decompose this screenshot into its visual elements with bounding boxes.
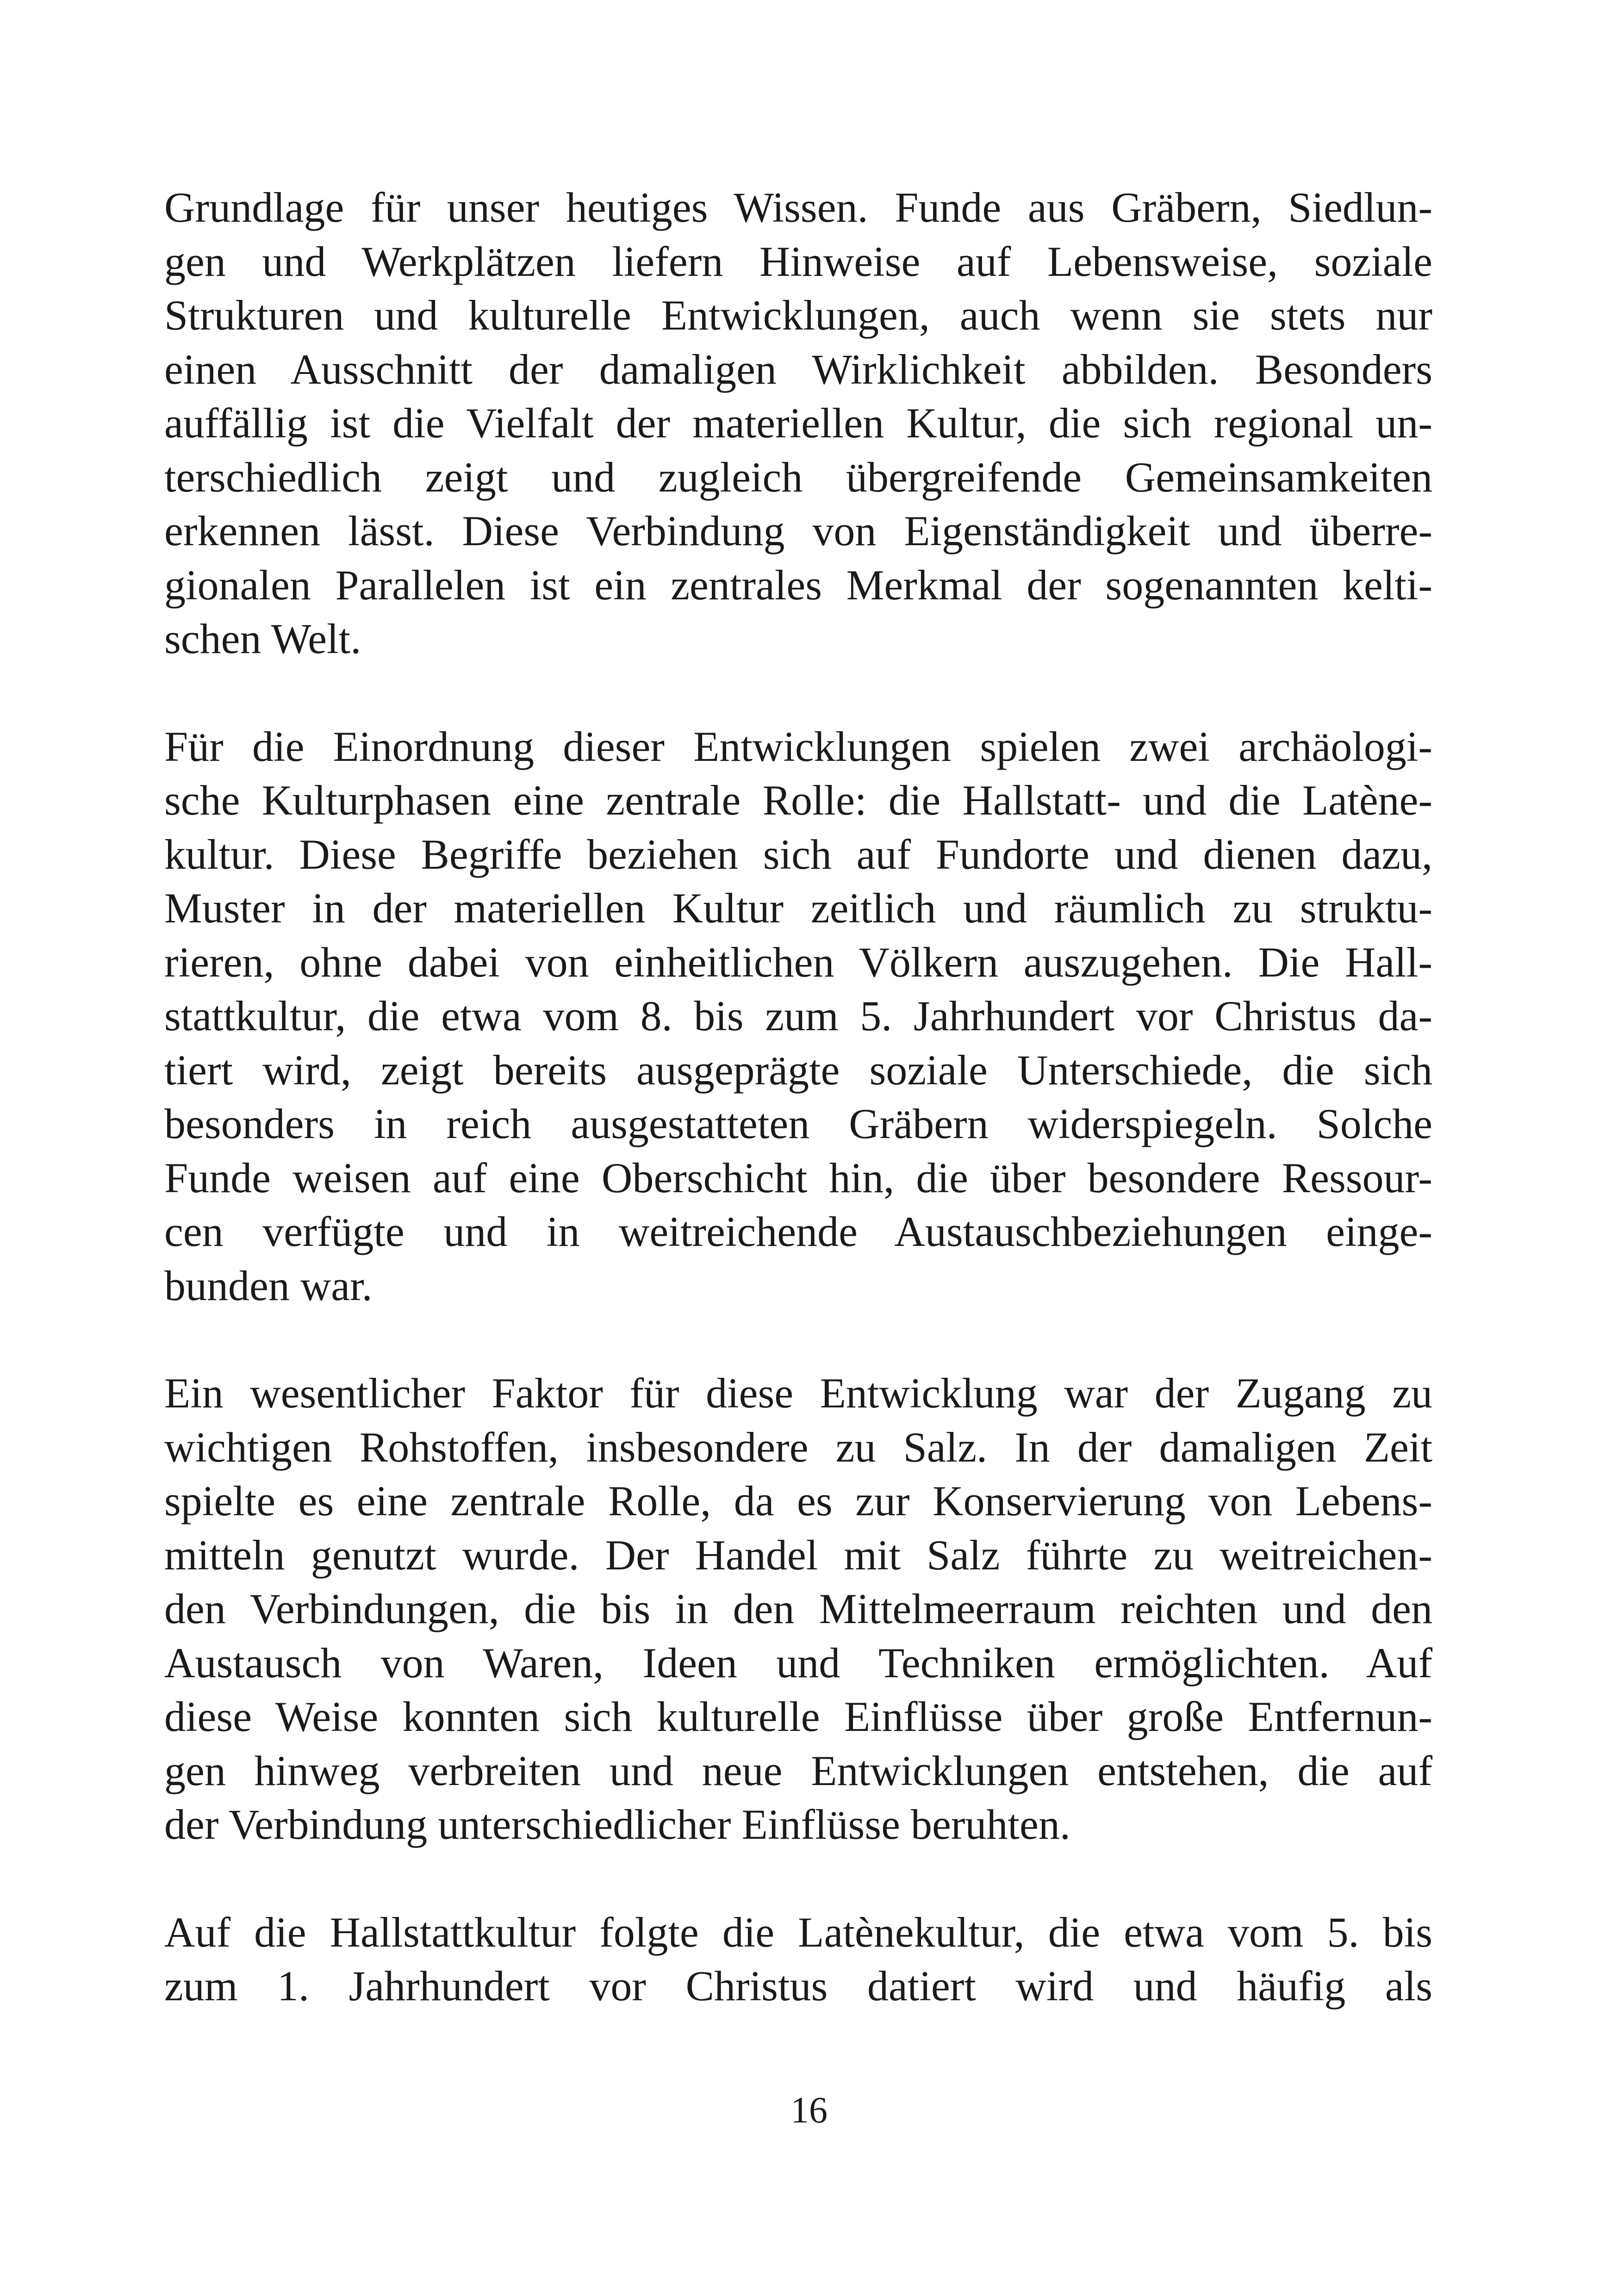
text-line: zum 1. Jahrhundert vor Christus datiert wird und häufig als (164, 1962, 1432, 2010)
text-line: erkennen lässt. Diese Verbindung von Eigenständigkeit und überre- (164, 507, 1432, 554)
text-line: mitteln genutzt wurde. Der Handel mit Salz führte zu weitreichen- (164, 1531, 1432, 1579)
text-line: Ein wesentlicher Faktor für diese Entwicklung war der Zugang zu (164, 1369, 1432, 1417)
text-line: kultur. Diese Begriffe beziehen sich auf Fundorte und dienen dazu, (164, 830, 1432, 878)
text-line: spielte es eine zentrale Rolle, da es zur Konservierung von Lebens- (164, 1477, 1432, 1524)
text-line: Funde weisen auf eine Oberschicht hin, die über besondere Ressour- (164, 1154, 1432, 1201)
text-line: wichtigen Rohstoffen, insbesondere zu Salz. In der damaligen Zeit (164, 1423, 1432, 1471)
text-line: einen Ausschnitt der damaligen Wirklichkeit abbilden. Besonders (164, 345, 1432, 393)
text-line: sche Kulturphasen eine zentrale Rolle: die Hallstatt- und die Latène- (164, 777, 1432, 824)
text-line: den Verbindungen, die bis in den Mittelmeerraum reichten und den (164, 1585, 1432, 1632)
text-line: Muster in der materiellen Kultur zeitlich und räumlich zu struktu- (164, 884, 1432, 932)
text-line: cen verfügte und in weitreichende Austauschbeziehungen einge- (164, 1208, 1432, 1255)
paragraph-4 (164, 1905, 1432, 2013)
page-number: 16 (790, 2090, 828, 2131)
text-line: der Verbindung unterschiedlicher Einflüsse beruhten. (164, 1801, 1070, 1848)
text-line: Strukturen und kulturelle Entwicklungen, auch wenn sie stets nur (164, 292, 1432, 339)
paragraph-3 (164, 1366, 1432, 1852)
text-line: Für die Einordnung dieser Entwicklungen spielen zwei archäologi- (164, 722, 1432, 770)
text-line: terschiedlich zeigt und zugleich übergreifende Gemeinsamkeiten (164, 453, 1432, 501)
paragraph-2 (164, 720, 1432, 1313)
text-line: auffällig ist die Vielfalt der materiellen Kultur, die sich regional un- (164, 399, 1432, 447)
text-line: rieren, ohne dabei von einheitlichen Völkern auszugehen. Die Hall- (164, 938, 1432, 986)
text-line: diese Weise konnten sich kulturelle Einflüsse über große Entfernun- (164, 1693, 1432, 1740)
body-text (164, 180, 1432, 2067)
text-line: Auf die Hallstattkultur folgte die Latènekultur, die etwa vom 5. bis (164, 1908, 1432, 1956)
text-line: tiert wird, zeigt bereits ausgeprägte soziale Unterschiede, die sich (164, 1046, 1432, 1094)
text-line: gen und Werkplätzen liefern Hinweise auf Lebensweise, soziale (164, 237, 1432, 285)
text-line: gen hinweg verbreiten und neue Entwicklungen entstehen, die auf (164, 1747, 1432, 1794)
text-line: Austausch von Waren, Ideen und Techniken ermöglichten. Auf (164, 1639, 1432, 1686)
paragraph-1 (164, 180, 1432, 666)
text-line: gionalen Parallelen ist ein zentrales Merkmal der sogenannten kelti- (164, 561, 1432, 609)
text-line: Grundlage für unser heutiges Wissen. Funde aus Gräbern, Siedlun- (164, 184, 1432, 231)
text-line: besonders in reich ausgestatteten Gräbern widerspiegeln. Solche (164, 1100, 1432, 1147)
text-line: schen Welt. (164, 615, 361, 662)
text-line: stattkultur, die etwa vom 8. bis zum 5. Jahrhundert vor Christus da- (164, 992, 1432, 1039)
text-line: bunden war. (164, 1262, 373, 1309)
